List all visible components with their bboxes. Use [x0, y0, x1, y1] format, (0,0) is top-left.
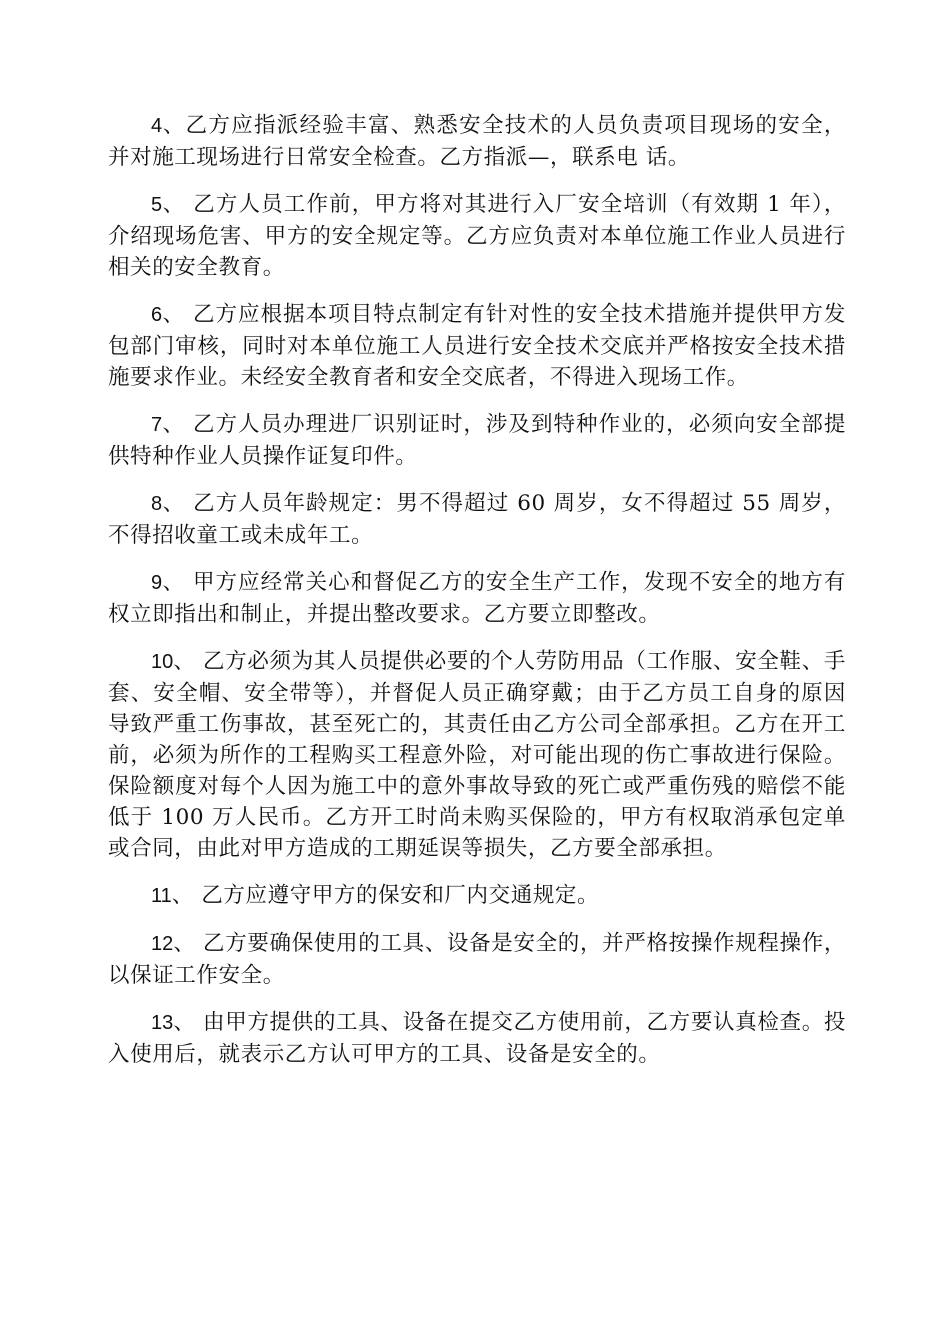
clause-separator: 、: [162, 192, 194, 217]
document-body: [108, 110, 846, 1086]
clause-number: 7: [151, 414, 163, 436]
clause-10: [108, 646, 846, 864]
clause-4: [108, 110, 846, 173]
clause-separator: 、: [162, 412, 193, 437]
clause-text: 乙方应遵守甲方的保安和厂内交通规定。: [201, 883, 600, 908]
clause-separator: 、: [171, 883, 202, 908]
clause-text: 乙方人员办理进厂识别证时，涉及到特种作业的，必须向安全部提供特种作业人员操作证复印件。: [108, 412, 846, 469]
clause-number: 9: [151, 572, 163, 594]
clause-number: 6: [151, 304, 163, 326]
clause-separator: 、: [173, 1010, 204, 1035]
clause-11: [108, 880, 846, 912]
clause-5: [108, 189, 846, 283]
clause-8: [108, 488, 846, 551]
clause-6: [108, 299, 846, 393]
clause-separator: 、: [162, 491, 194, 516]
clause-number: 8: [151, 493, 163, 515]
clause-separator: 、: [162, 302, 193, 327]
clause-number: 10: [151, 651, 174, 673]
clause-number: 13: [151, 1012, 174, 1034]
clause-number: 4: [151, 115, 163, 137]
clause-text: 甲方应经常关心和督促乙方的安全生产工作，发现不安全的地方有权立即指出和制止，并提出整改要求。乙方要立即整改。: [108, 570, 846, 627]
clause-text: 乙方应根据本项目特点制定有针对性的安全技术措施并提供甲方发包部门审核，同时对本单位施工人员进行安全技术交底并严格按安全技术措施要求作业。未经安全教育者和安全交底者，不得进入现场工作。: [108, 302, 846, 390]
clause-number: 11: [151, 885, 172, 907]
clause-separator: 、: [162, 113, 186, 138]
clause-number: 12: [151, 933, 174, 955]
clause-separator: 、: [162, 570, 193, 595]
clause-text: 乙方要确保使用的工具、设备是安全的，并严格按操作规程操作，以保证工作安全。: [108, 931, 846, 988]
clause-text: 乙方人员工作前，甲方将对其进行入厂安全培训（有效期 1 年），介绍现场危害、甲方的安全规定等。乙方应负责对本单位施工作业人员进行相关的安全教育。: [108, 192, 846, 280]
clause-text: 乙方人员年龄规定：男不得超过 60 周岁，女不得超过 55 周岁，不得招收童工或未成年工。: [108, 491, 846, 548]
clause-9: [108, 567, 846, 630]
clause-7: [108, 409, 846, 472]
clause-text: 乙方应指派经验丰富、熟悉安全技术的人员负责项目现场的安全，并对施工现场进行日常安全检查。乙方指派—，联系电 话。: [108, 113, 846, 170]
clause-separator: 、: [173, 649, 204, 674]
clause-text: 由甲方提供的工具、设备在提交乙方使用前，乙方要认真检查。投入使用后，就表示乙方认可甲方的工具、设备是安全的。: [108, 1010, 846, 1067]
clause-separator: 、: [173, 931, 204, 956]
clause-12: [108, 928, 846, 991]
clause-number: 5: [151, 194, 163, 216]
clause-text: 乙方必须为其人员提供必要的个人劳防用品（工作服、安全鞋、手套、安全帽、安全带等），并督促人员正确穿戴；由于乙方员工自身的原因导致严重工伤事故，甚至死亡的，其责任由乙方公司全部承担。乙方在开工前，必须为所作的工程购买工程意外险，对可能出现的伤亡事故进行保险。保险额度对每个人因为施工中的意外事故导致的死亡或严重伤残的赔偿不能低于 100 万人民币。乙方开工时尚未购买保险的，甲方有权取消承包定单或合同，由此对甲方造成的工期延误等损失，乙方要全部承担。: [108, 649, 846, 861]
clause-13: [108, 1007, 846, 1070]
